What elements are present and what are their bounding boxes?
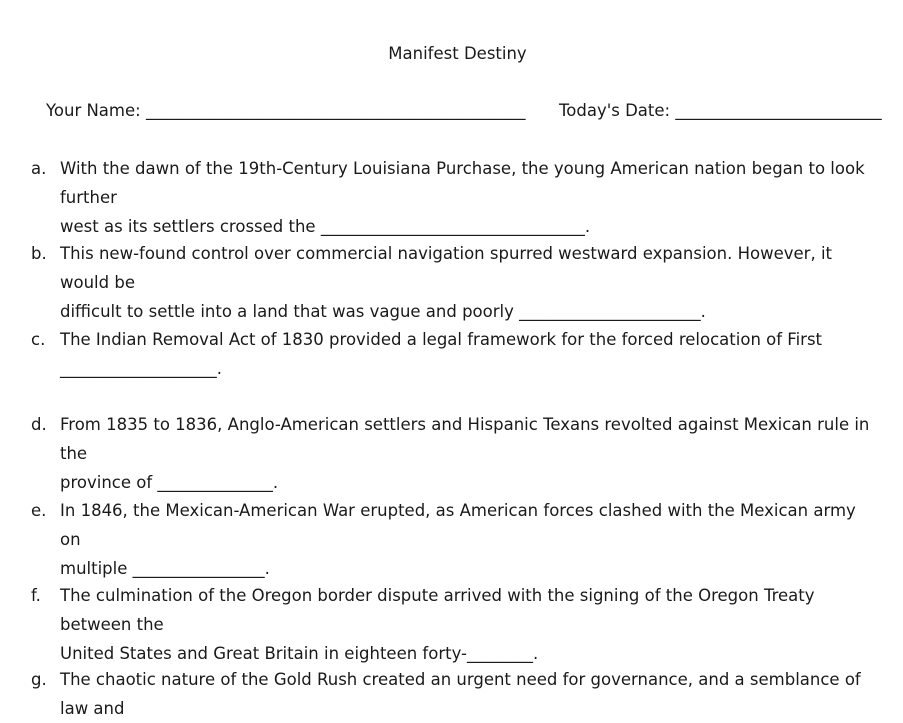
question-letter: f.: [31, 586, 41, 605]
question-d: [31, 410, 881, 497]
question-text[interactable]: The chaotic nature of the Gold Rush created an urgent need for governance, and a semblance of law and: [60, 670, 861, 718]
question-e: [31, 496, 881, 583]
question-g: [31, 665, 881, 723]
question-a: [31, 154, 881, 241]
question-letter: g.: [31, 670, 47, 689]
question-b: [31, 239, 881, 326]
question-letter: d.: [31, 415, 47, 434]
date-field[interactable]: Today's Date: _________________________: [559, 101, 882, 120]
page-title: Manifest Destiny: [388, 44, 527, 63]
question-letter: a.: [31, 159, 47, 178]
name-field[interactable]: Your Name: ______________________________________________: [46, 101, 526, 120]
question-letter: c.: [31, 330, 46, 349]
question-text[interactable]: In 1846, the Mexican-American War erupted, as American forces clashed with the Mexican army on multiple ________________.: [60, 501, 856, 578]
question-text[interactable]: With the dawn of the 19th-Century Louisiana Purchase, the young American nation began to look further west as its settlers crossed the ________________________________.: [60, 159, 865, 236]
question-letter: b.: [31, 244, 47, 263]
question-text[interactable]: This new-found control over commercial navigation spurred westward expansion. However, it would be difficult to settle into a land that was vague and poorly ______________________.: [60, 244, 832, 321]
question-text[interactable]: The Indian Removal Act of 1830 provided a legal framework for the forced relocation of First ___________________.: [60, 330, 823, 378]
question-f: [31, 581, 881, 668]
question-c: [31, 325, 881, 383]
question-text[interactable]: From 1835 to 1836, Anglo-American settlers and Hispanic Texans revolted against Mexican rule in the province of ______________.: [60, 415, 870, 492]
question-letter: e.: [31, 501, 47, 520]
question-text[interactable]: The culmination of the Oregon border dispute arrived with the signing of the Oregon Treaty between the United States and Great Britain in eighteen forty-________.: [60, 586, 815, 663]
